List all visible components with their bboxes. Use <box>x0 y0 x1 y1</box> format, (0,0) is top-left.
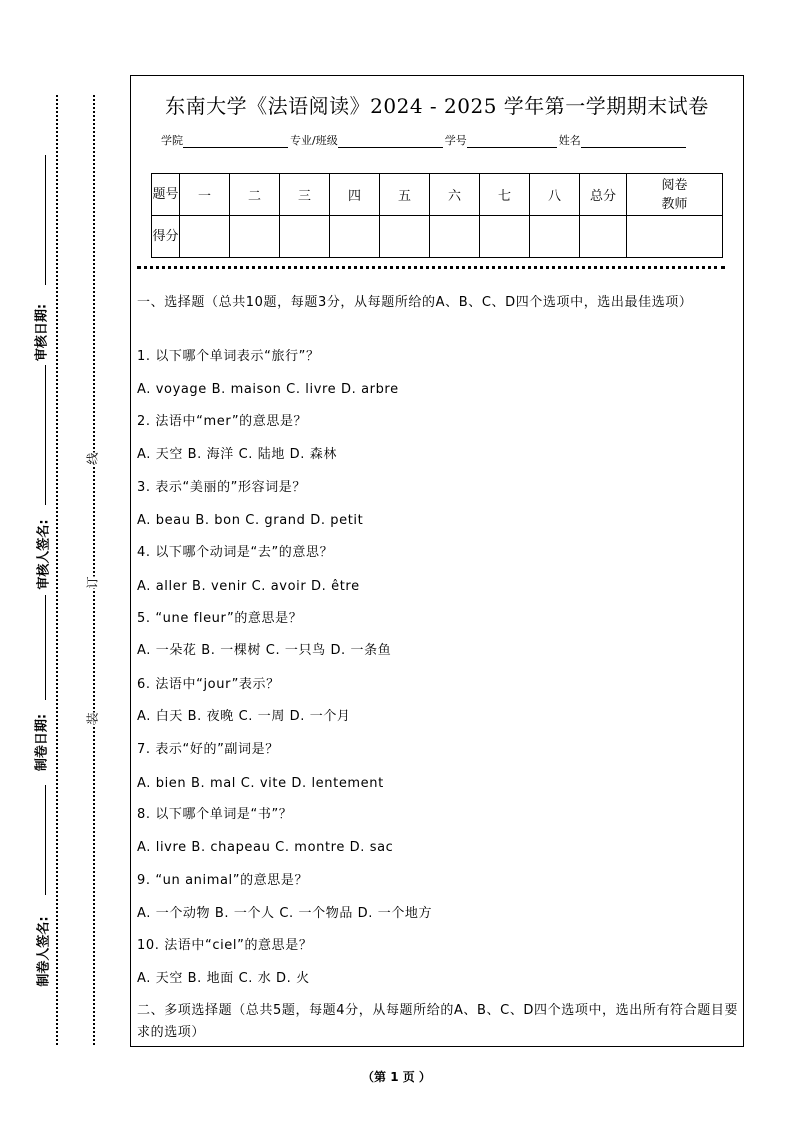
paper-maker-signature-blank <box>45 785 46 895</box>
binding-mark-bind: 装 <box>82 712 103 724</box>
review-date-label: 审核日期: <box>34 303 50 362</box>
col-header-8: 八 <box>530 174 580 216</box>
col-header-4: 四 <box>330 174 380 216</box>
col-header-7: 七 <box>480 174 530 216</box>
col-header-6: 六 <box>430 174 480 216</box>
question-2: 2. 法语中“mer”的意思是？ <box>137 414 308 429</box>
page-number: （第 1 页 ） <box>362 1070 431 1084</box>
section1-heading: 一、选择题（总共10题，每题3分，从每题所给的A、B、C、D四个选项中，选出最佳选项） <box>137 295 693 310</box>
question-7-options: A. bien B. mal C. vite D. lentement <box>137 776 384 791</box>
question-5-options: A. 一朵花 B. 一棵树 C. 一只鸟 D. 一条鱼 <box>137 643 392 658</box>
score-cell[interactable] <box>430 216 480 258</box>
score-table-score-row <box>152 216 723 258</box>
header-separator <box>137 266 725 269</box>
question-4-options: A. aller B. venir C. avoir D. être <box>137 579 360 594</box>
grader-header: 阅卷 教师 <box>627 174 723 216</box>
col-header-1: 一 <box>180 174 230 216</box>
grader-cell[interactable] <box>627 216 723 258</box>
score-table-header-row <box>152 174 723 216</box>
sidebar-dotted-line-inner <box>93 95 95 1045</box>
exam-title: 东南大学《法语阅读》2024 - 2025 学年第一学期期末试卷 <box>165 94 709 118</box>
score-cell[interactable] <box>280 216 330 258</box>
student-id-field[interactable] <box>467 135 557 148</box>
question-1: 1. 以下哪个单词表示“旅行”？ <box>137 349 320 364</box>
binding-mark-staple: 订 <box>82 576 103 588</box>
question-5: 5. “une fleur”的意思是？ <box>137 611 303 626</box>
binding-mark-line: 线 <box>82 452 103 464</box>
question-9-options: A. 一个动物 B. 一个人 C. 一个物品 D. 一个地方 <box>137 906 433 921</box>
major-class-label: 专业/班级 <box>290 134 338 147</box>
score-cell[interactable] <box>330 216 380 258</box>
score-cell[interactable] <box>530 216 580 258</box>
question-7: 7. 表示“好的”副词是？ <box>137 742 279 757</box>
reviewer-signature-label: 审核人签名: <box>36 519 52 590</box>
paper-maker-signature-label: 制卷人签名: <box>36 916 52 987</box>
score-table <box>151 173 723 258</box>
student-info-row <box>161 132 688 148</box>
score-cell[interactable] <box>230 216 280 258</box>
question-10: 10. 法语中“ciel”的意思是？ <box>137 938 313 953</box>
section2-heading: 二、多项选择题（总共5题，每题4分，从每题所给的A、B、C、D四个选项中，选出所有符合题目要求的选项） <box>137 1003 739 1040</box>
review-date-blank <box>45 155 46 285</box>
reviewer-signature-blank <box>45 365 46 505</box>
exam-frame <box>130 75 744 1047</box>
col-header-3: 三 <box>280 174 330 216</box>
question-10-options: A. 天空 B. 地面 C. 水 D. 火 <box>137 971 310 986</box>
question-9: 9. “un animal”的意思是？ <box>137 873 309 888</box>
total-score-cell[interactable] <box>580 216 627 258</box>
question-8-options: A. livre B. chapeau C. montre D. sac <box>137 840 394 855</box>
question-3-options: A. beau B. bon C. grand D. petit <box>137 513 364 528</box>
student-id-label: 学号 <box>444 134 467 147</box>
question-2-options: A. 天空 B. 海洋 C. 陆地 D. 森林 <box>137 447 337 462</box>
col-header-5: 五 <box>380 174 430 216</box>
question-1-options: A. voyage B. maison C. livre D. arbre <box>137 382 399 397</box>
total-header: 总分 <box>580 174 627 216</box>
question-8: 8. 以下哪个单词是“书”？ <box>137 807 293 822</box>
question-6-options: A. 白天 B. 夜晚 C. 一周 D. 一个月 <box>137 709 351 724</box>
score-cell[interactable] <box>380 216 430 258</box>
score-cell[interactable] <box>180 216 230 258</box>
college-field[interactable] <box>183 135 288 148</box>
paper-date-blank <box>45 595 46 700</box>
question-number-header: 题号 <box>152 174 180 216</box>
question-6: 6. 法语中“jour”表示？ <box>137 677 280 692</box>
name-label: 姓名 <box>558 134 581 147</box>
major-class-field[interactable] <box>338 135 443 148</box>
question-4: 4. 以下哪个动词是“去”的意思？ <box>137 545 334 560</box>
name-field[interactable] <box>581 135 686 148</box>
score-cell[interactable] <box>480 216 530 258</box>
paper-date-label: 制卷日期: <box>34 713 50 772</box>
col-header-2: 二 <box>230 174 280 216</box>
college-label: 学院 <box>161 134 183 147</box>
sidebar-dotted-line-outer <box>56 95 58 1045</box>
question-3: 3. 表示“美丽的”形容词是？ <box>137 480 307 495</box>
score-row-header: 得分 <box>152 216 180 258</box>
